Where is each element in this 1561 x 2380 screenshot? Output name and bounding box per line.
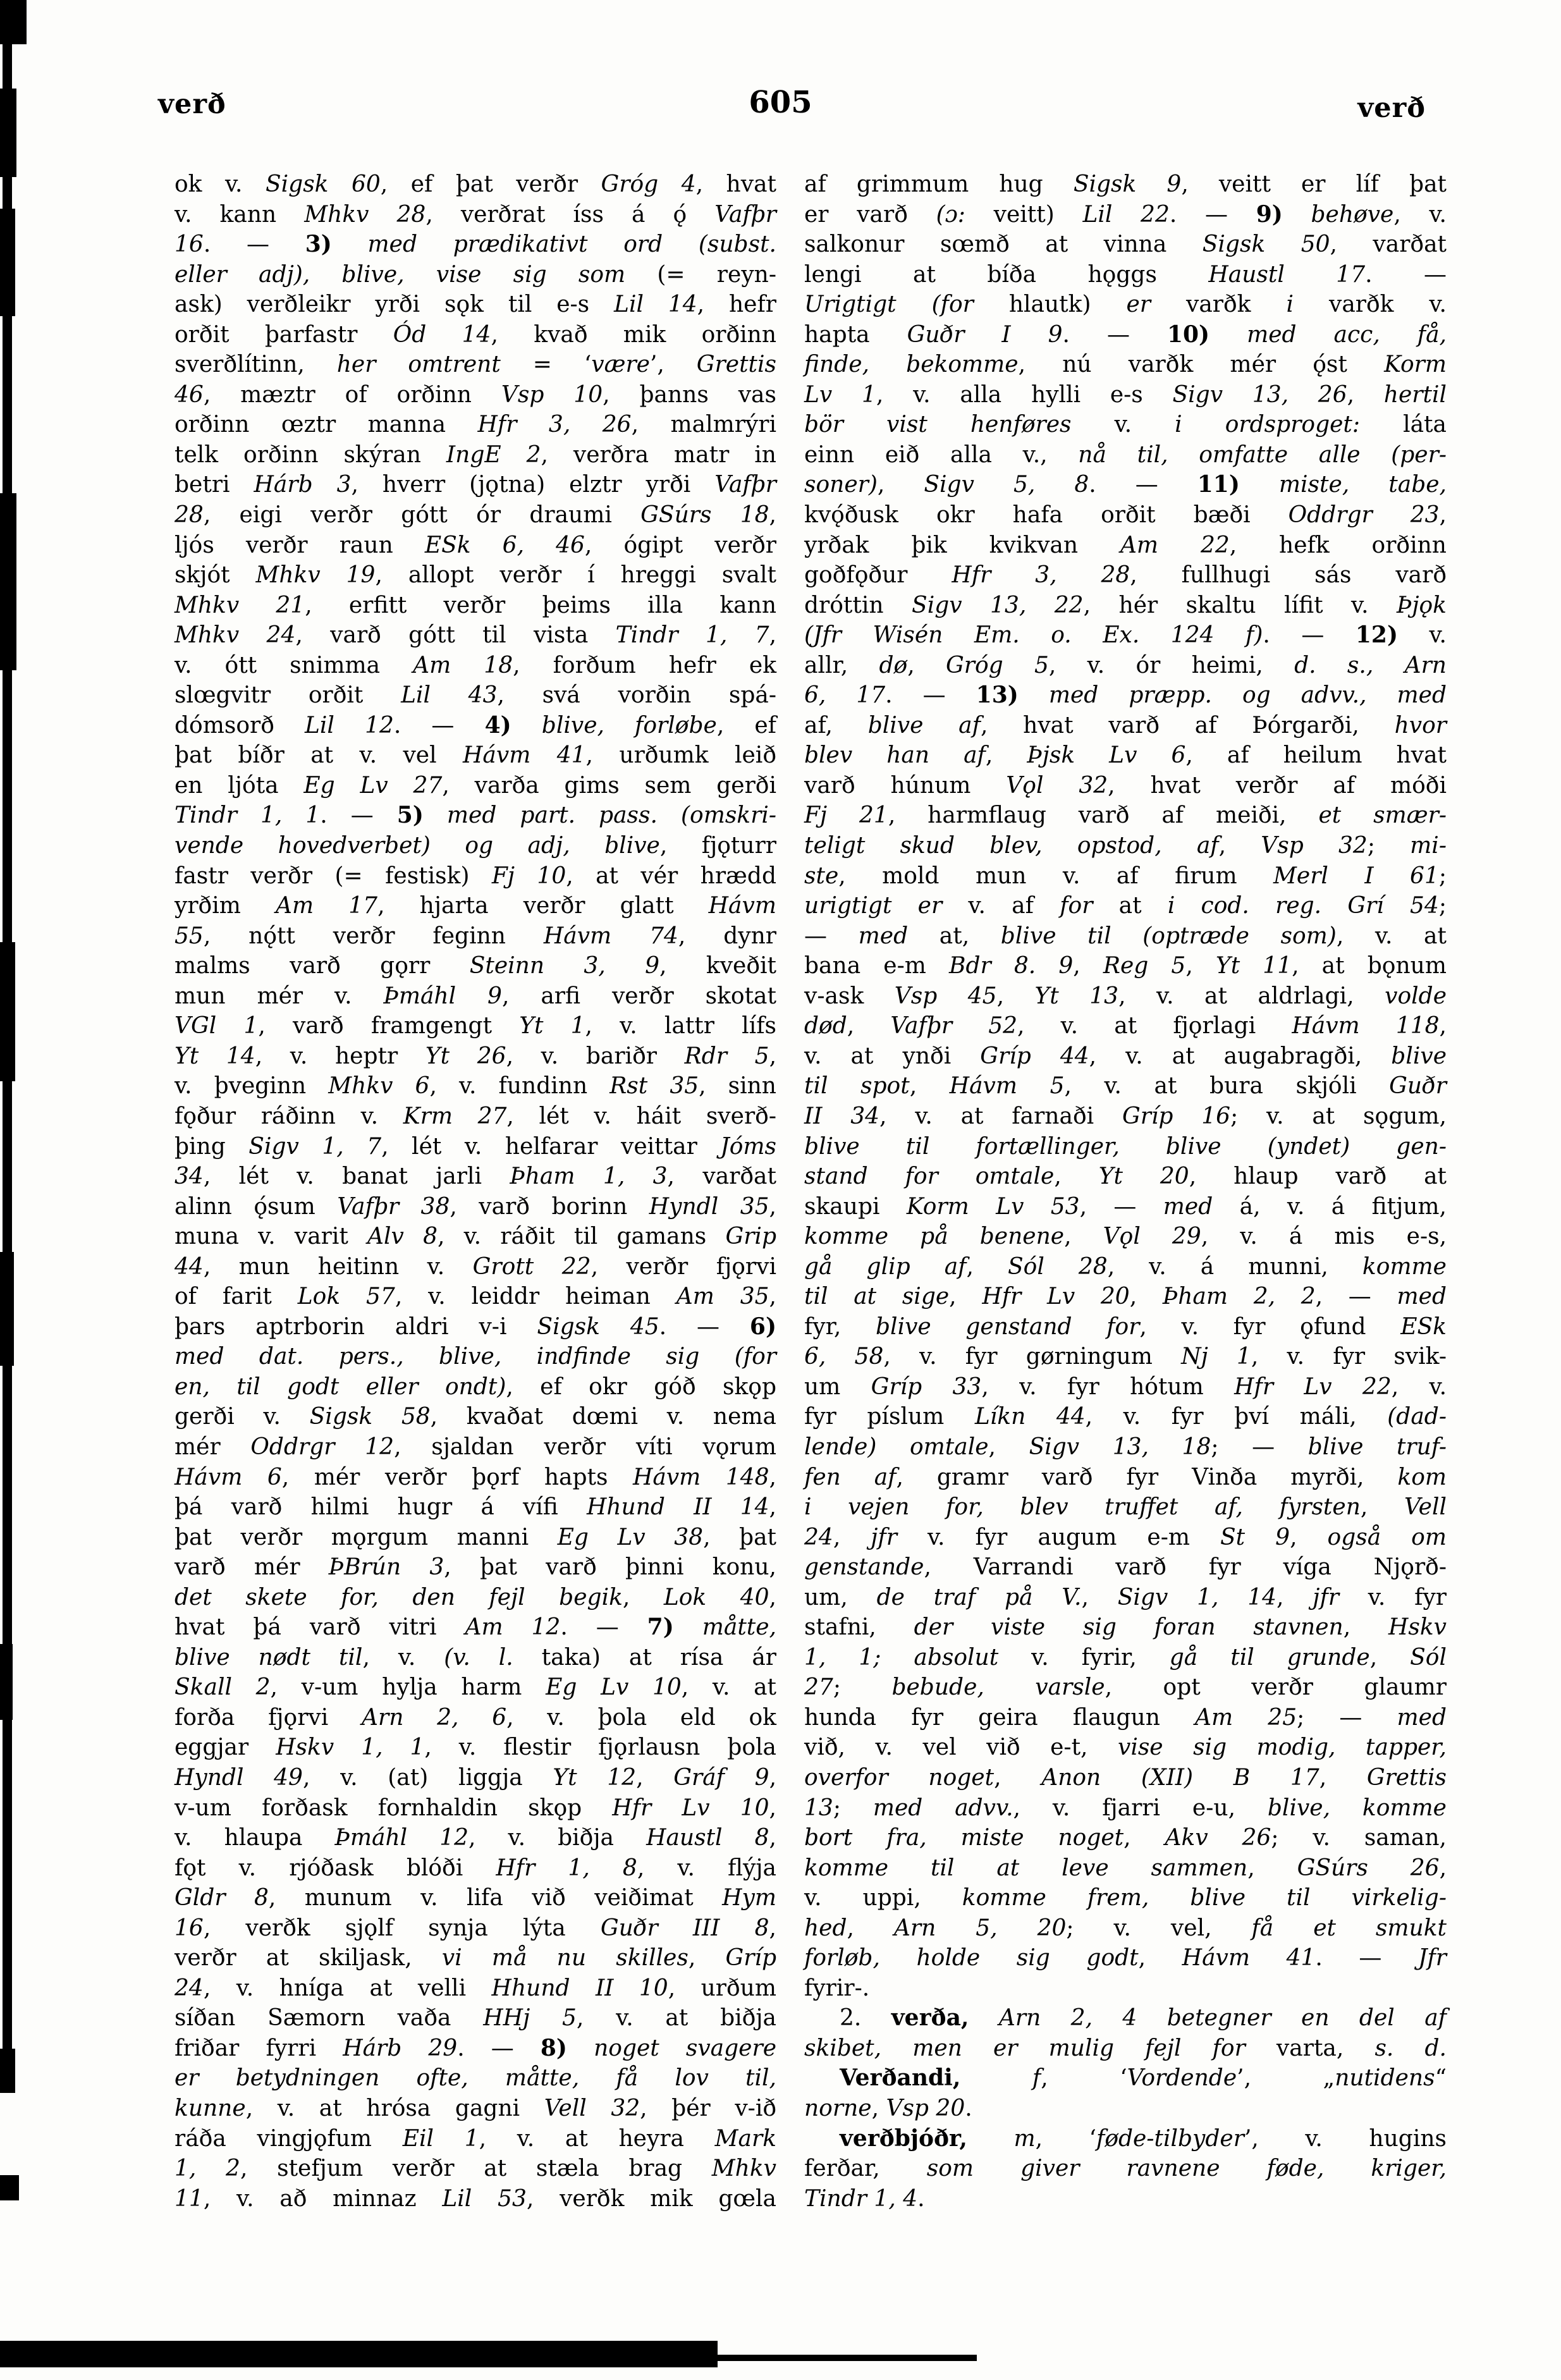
- text-line: Mhkv 21, erfitt verðr þeims illa kann: [174, 592, 777, 618]
- text-line: ferðar, som giver ravnene føde, kriger,: [804, 2156, 1447, 2182]
- text-line: eller adj), blive, vise sig som (= reyn-: [174, 261, 777, 288]
- text-line: alinn ǫ́sum Vafþr 38, varð borinn Hyndl 35,: [174, 1193, 776, 1220]
- scan-artifact: [0, 493, 16, 670]
- text-line: Fj 21, harmflaug varð af meiði, et smær-: [804, 802, 1447, 829]
- text-line: 28, eigi verðr gótt ór draumi GSúrs 18,: [174, 502, 776, 529]
- text-line: v. ótt snimma Am 18, forðum hefr ek: [174, 652, 777, 678]
- text-line: blive nødt til, v. (v. l. taka) at rísa ár: [174, 1644, 776, 1671]
- text-line: orðit þarfastr Ód 14, kvað mik orðinn: [174, 321, 777, 348]
- text-line: yrðim Am 17, hjarta verðr glatt Hávm: [174, 893, 776, 919]
- scan-artifact: [718, 2355, 977, 2361]
- scan-artifact: [0, 2341, 718, 2367]
- text-line: af grimmum hug Sigsk 9, veitt er líf þat: [804, 171, 1447, 197]
- text-line: Yt 14, v. heptr Yt 26, v. bariðr Rdr 5,: [174, 1043, 777, 1069]
- text-line: v. hlaupa Þmáhl 12, v. biðja Haustl 8,: [174, 1825, 776, 1851]
- text-line: v-um forðask fornhaldin skǫp Hfr Lv 10,: [174, 1794, 776, 1821]
- text-line: 1, 2, stefjum verðr at stæla brag Mhkv: [174, 2156, 776, 2182]
- running-head-right: verð: [1357, 92, 1426, 124]
- text-line: norne, Vsp 20.: [804, 2095, 972, 2121]
- text-line: Tindr 1, 4.: [804, 2185, 925, 2212]
- text-line: II 34, v. at farnaði Gríp 16; v. at sǫgum,: [804, 1103, 1447, 1129]
- text-line: hvat þá varð vitri Am 12. — 7) måtte,: [174, 1614, 776, 1641]
- text-line: hunda fyr geira flaugun Am 25; — med: [804, 1704, 1447, 1731]
- text-line: komme på benene, Vǫl 29, v. á mis e-s,: [804, 1224, 1447, 1250]
- text-line: malms varð gǫrr Steinn 3, 9, kveðit: [174, 953, 776, 979]
- text-line: goðfǫður Hfr 3, 28, fullhugi sás varð: [804, 562, 1447, 589]
- text-line: allr, dø, Gróg 5, v. ór heimi, d. s., Arn: [804, 652, 1447, 678]
- text-line: 6, 17. — 13) med præpp. og advv., med: [804, 682, 1447, 709]
- text-line: fyrir-.: [804, 1975, 870, 2001]
- text-line: gå glip af, Sól 28, v. á munni, komme: [804, 1253, 1447, 1280]
- text-line: við, v. vel við e-t, vise sig modig, tapper,: [804, 1734, 1447, 1761]
- text-line: of farit Lok 57, v. leiddr heiman Am 35,: [174, 1284, 776, 1310]
- text-line: gerði v. Sigsk 58, kvaðat dœmi v. nema: [174, 1404, 776, 1430]
- text-line: hed, Arn 5, 20; v. vel, få et smukt: [804, 1915, 1447, 1941]
- text-line: síðan Sæmorn vaða HHj 5, v. at biðja: [174, 2005, 776, 2032]
- scan-artifact: [0, 1252, 14, 1366]
- text-line: — med at, blive til (optræde som), v. at: [804, 923, 1447, 949]
- text-line: ok v. Sigsk 60, ef þat verðr Gróg 4, hvat: [174, 171, 776, 197]
- text-line: til spot, Hávm 5, v. at bura skjóli Guðr: [804, 1073, 1447, 1100]
- text-line: VGl 1, varð framgengt Yt 1, v. lattr lífs: [174, 1013, 776, 1040]
- text-line: v. kann Mhkv 28, verðrat íss á ǫ́ Vafþr: [174, 201, 777, 228]
- text-line: mér Oddrgr 12, sjaldan verðr víti vǫrum: [174, 1433, 777, 1460]
- text-line: varð mér ÞBrún 3, þat varð þinni konu,: [174, 1554, 777, 1581]
- text-line: fǫður ráðinn v. Krm 27, lét v. háit sverð-: [174, 1103, 776, 1129]
- text-line: salkonur sœmð at vinna Sigsk 50, varðat: [804, 231, 1447, 258]
- text-line: Hyndl 49, v. (at) liggja Yt 12, Gráf 9,: [174, 1764, 777, 1791]
- text-line: betri Hárb 3, hverr (jǫtna) elztr yrði Vafþr: [174, 472, 776, 498]
- text-line: (Jfr Wisén Em. o. Ex. 124 f). — 12) v.: [804, 622, 1447, 649]
- text-line: stand for omtale, Yt 20, hlaup varð at: [804, 1163, 1447, 1190]
- text-line: forða fjǫrvi Arn 2, 6, v. þola eld ok: [174, 1704, 776, 1731]
- text-line: teligt skud blev, opstod, af, Vsp 32; mi-: [804, 833, 1447, 859]
- text-line: kvǫ́ðusk okr hafa orðit bæði Oddrgr 23,: [804, 502, 1447, 529]
- text-line: ask) verðleikr yrði sǫk til e-s Lil 14, hefr: [174, 291, 776, 318]
- text-line: bana e-m Bdr 8. 9, Reg 5, Yt 11, at bǫnum: [804, 953, 1447, 979]
- text-line: komme til at leve sammen, GSúrs 26,: [804, 1855, 1447, 1881]
- text-line: skaupi Korm Lv 53, — med á, v. á fitjum,: [804, 1193, 1447, 1220]
- text-line: þars aptrborin aldri v-i Sigsk 45. — 6): [174, 1313, 776, 1340]
- text-line: død, Vafþr 52, v. at fjǫrlagi Hávm 118,: [804, 1013, 1447, 1040]
- text-line: 16, verðk sjǫlf synja lýta Guðr III 8,: [174, 1915, 776, 1941]
- text-line: orðinn œztr manna Hfr 3, 26, malmrýri: [174, 412, 776, 438]
- scan-artifact: [0, 942, 15, 1081]
- text-line: dómsorð Lil 12. — 4) blive, forløbe, ef: [174, 711, 776, 739]
- page-number: 605: [749, 85, 812, 120]
- text-line: med dat. pers., blive, indfinde sig (for: [174, 1344, 776, 1370]
- text-line: stafni, der viste sig foran stavnen, Hskv: [804, 1614, 1447, 1641]
- text-line: ste, mold mun v. af firum Merl I 61;: [804, 862, 1447, 889]
- text-line: bort fra, miste noget, Akv 26; v. saman,: [804, 1825, 1447, 1851]
- text-line: eggjar Hskv 1, 1, v. flestir fjǫrlausn þola: [174, 1734, 777, 1761]
- text-line: Skall 2, v-um hylja harm Eg Lv 10, v. at: [174, 1674, 776, 1701]
- text-line: einn eið alla v., nå til, omfatte alle (per-: [804, 441, 1447, 468]
- text-line: verðbjóðr, m, ‘føde-tilbyder’, v. hugins: [840, 2125, 1447, 2152]
- text-line: lengi at bíða hǫggs Haustl 17. —: [804, 261, 1447, 288]
- text-line: soner), Sigv 5, 8. — 11) miste, tabe,: [804, 471, 1447, 498]
- text-line: um, de traf på V., Sigv 1, 14, jfr v. fyr: [804, 1584, 1447, 1610]
- text-line: 1, 1; absolut v. fyrir, gå til grunde, Sól: [804, 1644, 1447, 1671]
- text-line: genstande, Varrandi varð fyr víga Njǫrð-: [804, 1554, 1447, 1581]
- scan-artifact: [0, 2049, 15, 2093]
- running-head-left: verð: [158, 89, 226, 120]
- text-line: Lv 1, v. alla hylli e-s Sigv 13, 26, hertil: [804, 381, 1447, 408]
- text-line: en, til godt eller ondt), ef okr góð skǫp: [174, 1373, 776, 1400]
- text-line: er varð (ɔ: veitt) Lil 22. — 9) behøve, v.: [804, 200, 1447, 228]
- text-line: 6, 58, v. fyr gørningum Nj 1, v. fyr svik-: [804, 1344, 1447, 1370]
- text-line: lende) omtale, Sigv 13, 18; — blive truf-: [804, 1433, 1447, 1460]
- text-line: af, blive af, hvat varð af Þórgarði, hvor: [804, 712, 1447, 739]
- text-line: slœgvitr orðit Lil 43, svá vorðin spá-: [174, 682, 777, 709]
- text-line: er betydningen ofte, måtte, få lov til,: [174, 2065, 776, 2092]
- text-line: 46, mæztr of orðinn Vsp 10, þanns vas: [174, 381, 776, 408]
- text-line: forløb, holde sig godt, Hávm 41. — Jfr: [804, 1945, 1447, 1972]
- text-line: 2. verða, Arn 2, 4 betegner en del af: [840, 2004, 1447, 2032]
- text-line: fastr verðr (= festisk) Fj 10, at vér hrædd: [174, 862, 776, 889]
- text-line: Urigtigt (for hlautk) er varðk i varðk v.: [804, 291, 1447, 318]
- text-line: fǫt v. rjóðask blóði Hfr 1, 8, v. flýja: [174, 1855, 776, 1881]
- text-line: Hávm 6, mér verðr þǫrf hapts Hávm 148,: [174, 1464, 776, 1490]
- scan-artifact: [0, 1644, 13, 1720]
- text-line: bör vist henføres v. i ordsproget: láta: [804, 412, 1447, 438]
- text-line: verðr at skiljask, vi må nu skilles, Gríp: [174, 1945, 776, 1972]
- text-line: finde, bekomme, nú varðk mér ǫ́st Korm: [804, 352, 1447, 378]
- text-line: um Gríp 33, v. fyr hótum Hfr Lv 22, v.: [804, 1373, 1447, 1400]
- text-line: overfor noget, Anon (XII) B 17, Grettis: [804, 1764, 1447, 1791]
- text-line: i vejen for, blev truffet af, fyrsten, Vell: [804, 1494, 1447, 1521]
- text-line: 55, nǫ́tt verðr feginn Hávm 74, dynr: [174, 923, 776, 949]
- text-line: fyr píslum Líkn 44, v. fyr því máli, (dad-: [804, 1404, 1447, 1430]
- text-line: kunne, v. at hrósa gagni Vell 32, þér v-ið: [174, 2095, 777, 2121]
- text-line: fen af, gramr varð fyr Vinða myrði, kom: [804, 1464, 1447, 1490]
- text-line: skjót Mhkv 19, allopt verðr í hreggi svalt: [174, 562, 776, 589]
- text-line: ráða vingjǫfum Eil 1, v. at heyra Mark: [174, 2125, 777, 2152]
- text-line: dróttin Sigv 13, 22, hér skaltu lífit v. Þjǫk: [804, 592, 1447, 618]
- text-line: vende hovedverbet) og adj, blive, fjǫturr: [174, 833, 776, 859]
- text-line: þá varð hilmi hugr á vífi Hhund II 14,: [174, 1494, 776, 1521]
- text-line: urigtigt er v. af for at i cod. reg. Grí 54;: [804, 893, 1447, 919]
- scan-artifact: [0, 2175, 19, 2200]
- text-line: telk orðinn skýran IngE 2, verðra matr in: [174, 441, 776, 468]
- text-line: det skete for, den fejl begik, Lok 40,: [174, 1584, 776, 1610]
- text-line: þat verðr mǫrgum manni Eg Lv 38, þat: [174, 1524, 776, 1550]
- text-line: blive til fortællinger, blive (yndet) gen-: [804, 1133, 1447, 1160]
- text-line: fyr, blive genstand for, v. fyr ǫfund ESk: [804, 1313, 1447, 1340]
- column-left: [174, 169, 776, 2214]
- text-line: 16. — 3) med prædikativt ord (subst.: [174, 231, 776, 258]
- scan-artifact: [0, 209, 15, 316]
- text-line: skibet, men er mulig fejl for varta, s. d.: [804, 2035, 1447, 2061]
- text-line: til at sige, Hfr Lv 20, Þham 2, 2, — med: [804, 1284, 1447, 1310]
- column-right: [804, 169, 1447, 2214]
- text-line: 13; med advv., v. fjarri e-u, blive, komme: [804, 1794, 1447, 1821]
- text-line: mun mér v. Þmáhl 9, arfi verðr skotat: [174, 983, 776, 1009]
- text-line: ljós verðr raun ESk 6, 46, ógipt verðr: [174, 532, 776, 558]
- text-line: þat bíðr at v. vel Hávm 41, urðumk leið: [174, 742, 776, 769]
- text-line: 27; bebude, varsle, opt verðr glaumr: [804, 1674, 1447, 1701]
- text-line: hapta Guðr I 9. — 10) med acc, få,: [804, 321, 1447, 348]
- text-line: v. uppi, komme frem, blive til virkelig-: [804, 1885, 1447, 1911]
- text-line: v. þveginn Mhkv 6, v. fundinn Rst 35, sinn: [174, 1073, 776, 1100]
- text-line: Tindr 1, 1. — 5) med part. pass. (omskri-: [174, 802, 776, 829]
- text-line: v. at ynði Gríp 44, v. at augabragði, blive: [804, 1043, 1447, 1069]
- text-line: v-ask Vsp 45, Yt 13, v. at aldrlagi, volde: [804, 983, 1447, 1009]
- text-line: varð húnum Vǫl 32, hvat verðr af móði: [804, 772, 1447, 799]
- text-line: 11, v. að minnaz Lil 53, verðk mik gœla: [174, 2185, 776, 2212]
- text-line: Gldr 8, munum v. lifa við veiðimat Hym: [174, 1885, 776, 1911]
- text-line: sverðlítinn, her omtrent = ‘være’, Grettis: [174, 352, 776, 378]
- text-line: friðar fyrri Hárb 29. — 8) noget svagere: [174, 2034, 776, 2061]
- text-line: Mhkv 24, varð gótt til vista Tindr 1, 7,: [174, 622, 777, 649]
- text-line: muna v. varit Alv 8, v. ráðit til gamans Grip: [174, 1224, 776, 1250]
- text-line: 44, mun heitinn v. Grott 22, verðr fjǫrvi: [174, 1253, 776, 1280]
- text-line: yrðak þik kvikvan Am 22, hefk orðinn: [804, 532, 1447, 558]
- text-line: 24, v. hníga at velli Hhund II 10, urðum: [174, 1975, 776, 2001]
- text-line: en ljóta Eg Lv 27, varða gims sem gerði: [174, 772, 776, 799]
- text-line: þing Sigv 1, 7, lét v. helfarar veittar Jóms: [174, 1133, 776, 1160]
- text-line: 24, jfr v. fyr augum e-m St 9, også om: [804, 1524, 1447, 1550]
- text-line: blev han af, Þjsk Lv 6, af heilum hvat: [804, 742, 1447, 769]
- text-line: 34, lét v. banat jarli Þham 1, 3, varðat: [174, 1163, 776, 1190]
- text-line: Verðandi, f, ‘Vordende’, „nutidens“: [840, 2064, 1447, 2092]
